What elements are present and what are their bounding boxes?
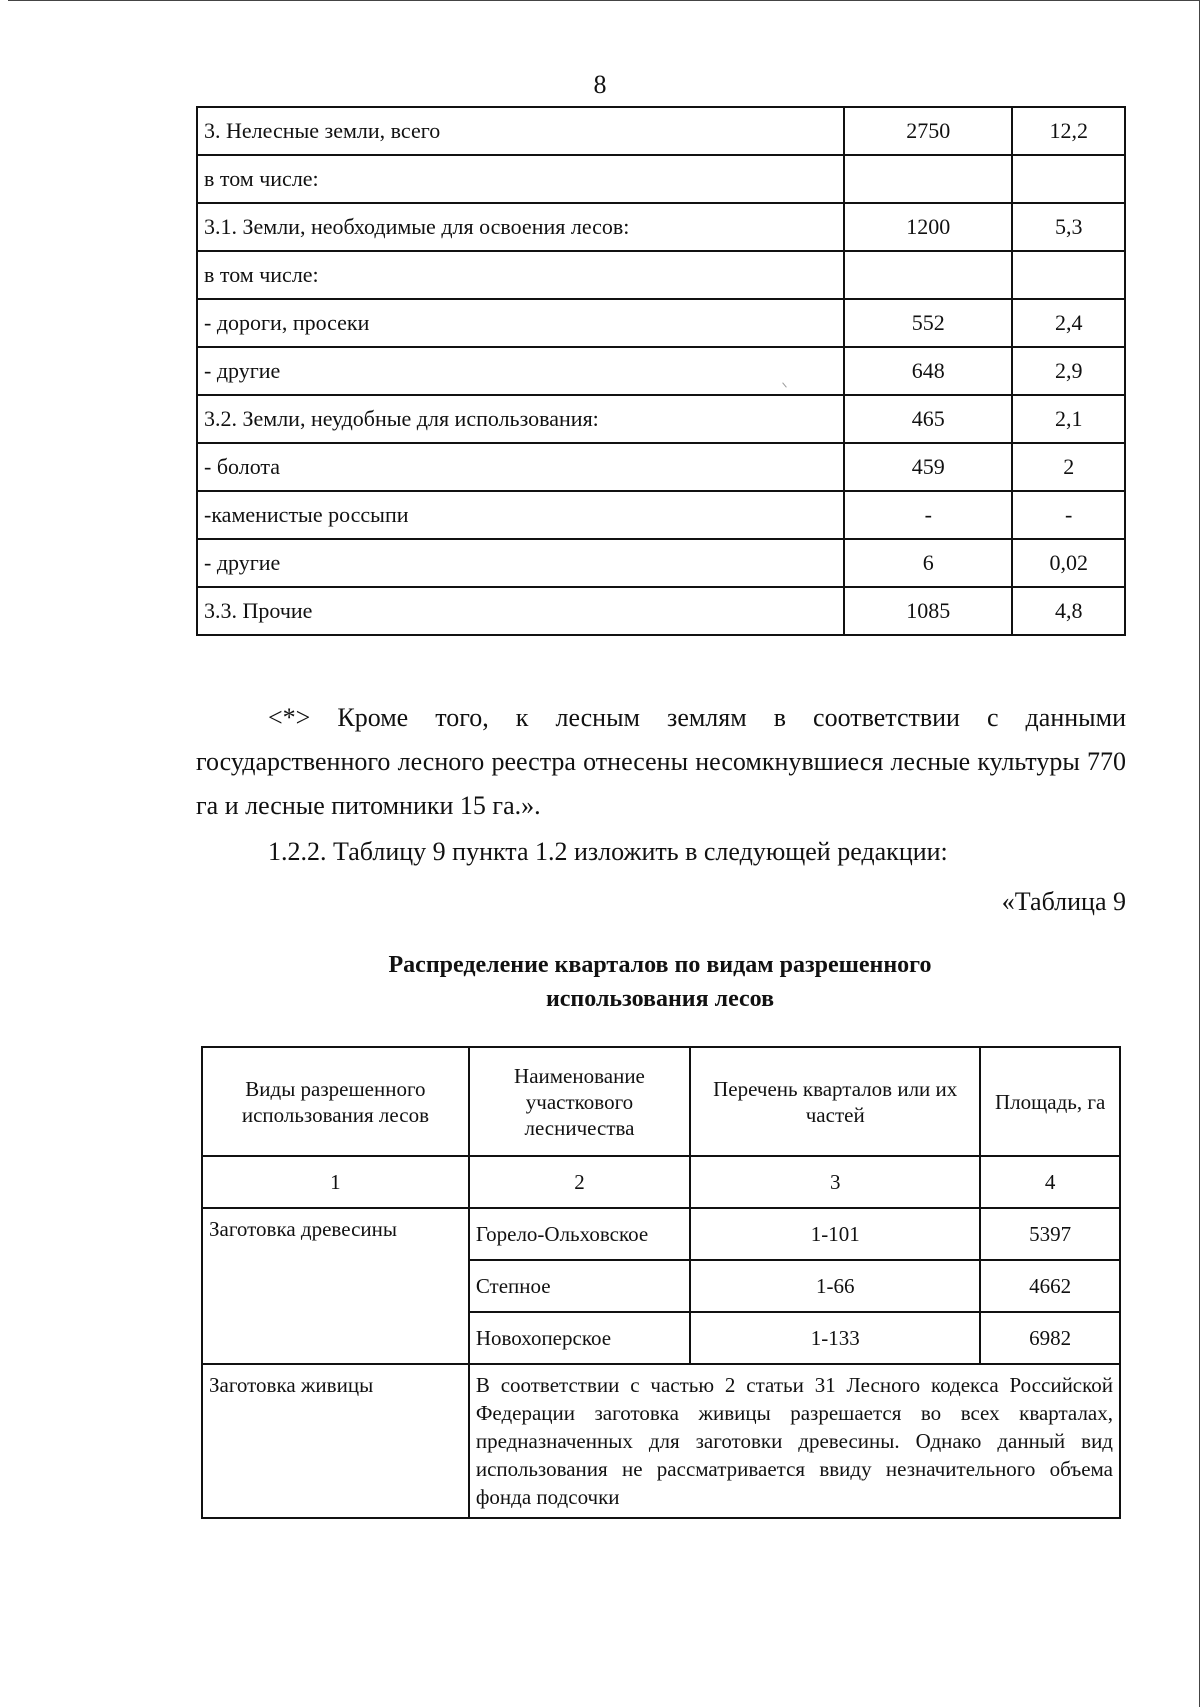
table-row — [197, 395, 1125, 443]
row-label-cell: в том числе: — [197, 155, 844, 203]
row-label-cell: 3.1. Земли, необходимые для освоения лесов: — [197, 203, 844, 251]
area-cell: 1085 — [844, 587, 1012, 635]
area-cell: 459 — [844, 443, 1012, 491]
percent-cell — [1012, 155, 1125, 203]
area-cell: 465 — [844, 395, 1012, 443]
percent-cell: 2,1 — [1012, 395, 1125, 443]
table-row — [197, 299, 1125, 347]
table-row — [202, 1364, 1120, 1518]
percent-cell: 0,02 — [1012, 539, 1125, 587]
row-label-cell: 3. Нелесные земли, всего — [197, 107, 844, 155]
area-cell: 6982 — [980, 1312, 1120, 1364]
percent-cell: 12,2 — [1012, 107, 1125, 155]
area-cell: 6 — [844, 539, 1012, 587]
area-cell: 552 — [844, 299, 1012, 347]
table-row — [197, 251, 1125, 299]
usage-type-cell: Заготовка древесины — [202, 1208, 469, 1364]
footnote-paragraph: <*> Кроме того, к лесным землям в соответствии с данными государственного лесного реестра отнесены несомкнувшиеся лесные культуры 770 га и лесные питомники 15 га.». — [196, 703, 1126, 820]
quarters-cell: 1-101 — [690, 1208, 980, 1260]
table-row — [202, 1208, 1120, 1260]
row-label-cell: - другие — [197, 539, 844, 587]
table-heading — [300, 948, 1020, 1016]
area-cell: 4662 — [980, 1260, 1120, 1312]
percent-cell: 2,4 — [1012, 299, 1125, 347]
area-cell: 1200 — [844, 203, 1012, 251]
row-label-cell: - болота — [197, 443, 844, 491]
header-quarters: Перечень кварталов или их частей — [690, 1047, 980, 1156]
table-heading-line1: Распределение кварталов по видам разрешенного — [388, 952, 932, 978]
percent-cell: 2,9 — [1012, 347, 1125, 395]
table-heading-line2: использования лесов — [545, 986, 775, 1012]
land-table-body — [197, 107, 1125, 635]
row-label-cell: -каменистые россыпи — [197, 491, 844, 539]
area-cell: 648 — [844, 347, 1012, 395]
quarters-table-number-row — [202, 1156, 1120, 1208]
row-label-cell: - дороги, просеки — [197, 299, 844, 347]
percent-cell: 2 — [1012, 443, 1125, 491]
area-cell: - — [844, 491, 1012, 539]
row-label-cell: 3.3. Прочие — [197, 587, 844, 635]
table-row — [197, 443, 1125, 491]
header-forestry: Наименование участкового лесничества — [469, 1047, 690, 1156]
column-number: 3 — [690, 1156, 980, 1208]
row-label-cell: в том числе: — [197, 251, 844, 299]
header-usage-type: Виды разрешенного использования лесов — [202, 1047, 469, 1156]
table-row — [197, 203, 1125, 251]
column-number: 2 — [469, 1156, 690, 1208]
row-label-cell: 3.2. Земли, неудобные для использования: — [197, 395, 844, 443]
forestry-cell: Новохоперское — [469, 1312, 690, 1364]
quarters-table — [201, 1046, 1121, 1519]
table-row — [197, 347, 1125, 395]
header-area: Площадь, га — [980, 1047, 1120, 1156]
column-number: 1 — [202, 1156, 469, 1208]
table-row — [197, 491, 1125, 539]
page-number: 8 — [593, 70, 607, 99]
quarters-cell: 1-66 — [690, 1260, 980, 1312]
table-row — [197, 107, 1125, 155]
forestry-cell: Горело-Ольховское — [469, 1208, 690, 1260]
percent-cell: 4,8 — [1012, 587, 1125, 635]
percent-cell — [1012, 251, 1125, 299]
area-cell: 2750 — [844, 107, 1012, 155]
area-cell — [844, 155, 1012, 203]
column-number: 4 — [980, 1156, 1120, 1208]
area-cell: 5397 — [980, 1208, 1120, 1260]
table-row — [197, 155, 1125, 203]
land-table — [196, 106, 1126, 636]
page-border-top — [8, 0, 1200, 1]
resin-note-cell: В соответствии с частью 2 статьи 31 Лесного кодекса Российской Федерации заготовка живицы разрешается во всех кварталах, предназначенных для заготовки древесины. Однако данный вид использования не рассматривается ввиду незначительного объема фонда подсочки — [469, 1364, 1120, 1518]
area-cell — [844, 251, 1012, 299]
instruction-paragraph: 1.2.2. Таблицу 9 пункта 1.2 изложить в следующей редакции: — [268, 837, 948, 866]
quarters-cell: 1-133 — [690, 1312, 980, 1364]
percent-cell: - — [1012, 491, 1125, 539]
forestry-cell: Степное — [469, 1260, 690, 1312]
quarters-table-header-row — [202, 1047, 1120, 1156]
table-row — [197, 587, 1125, 635]
table-reference: «Таблица 9 — [1001, 887, 1126, 916]
percent-cell: 5,3 — [1012, 203, 1125, 251]
table-row — [197, 539, 1125, 587]
usage-type-cell: Заготовка живицы — [202, 1364, 469, 1518]
row-label-cell: - другие — [197, 347, 844, 395]
